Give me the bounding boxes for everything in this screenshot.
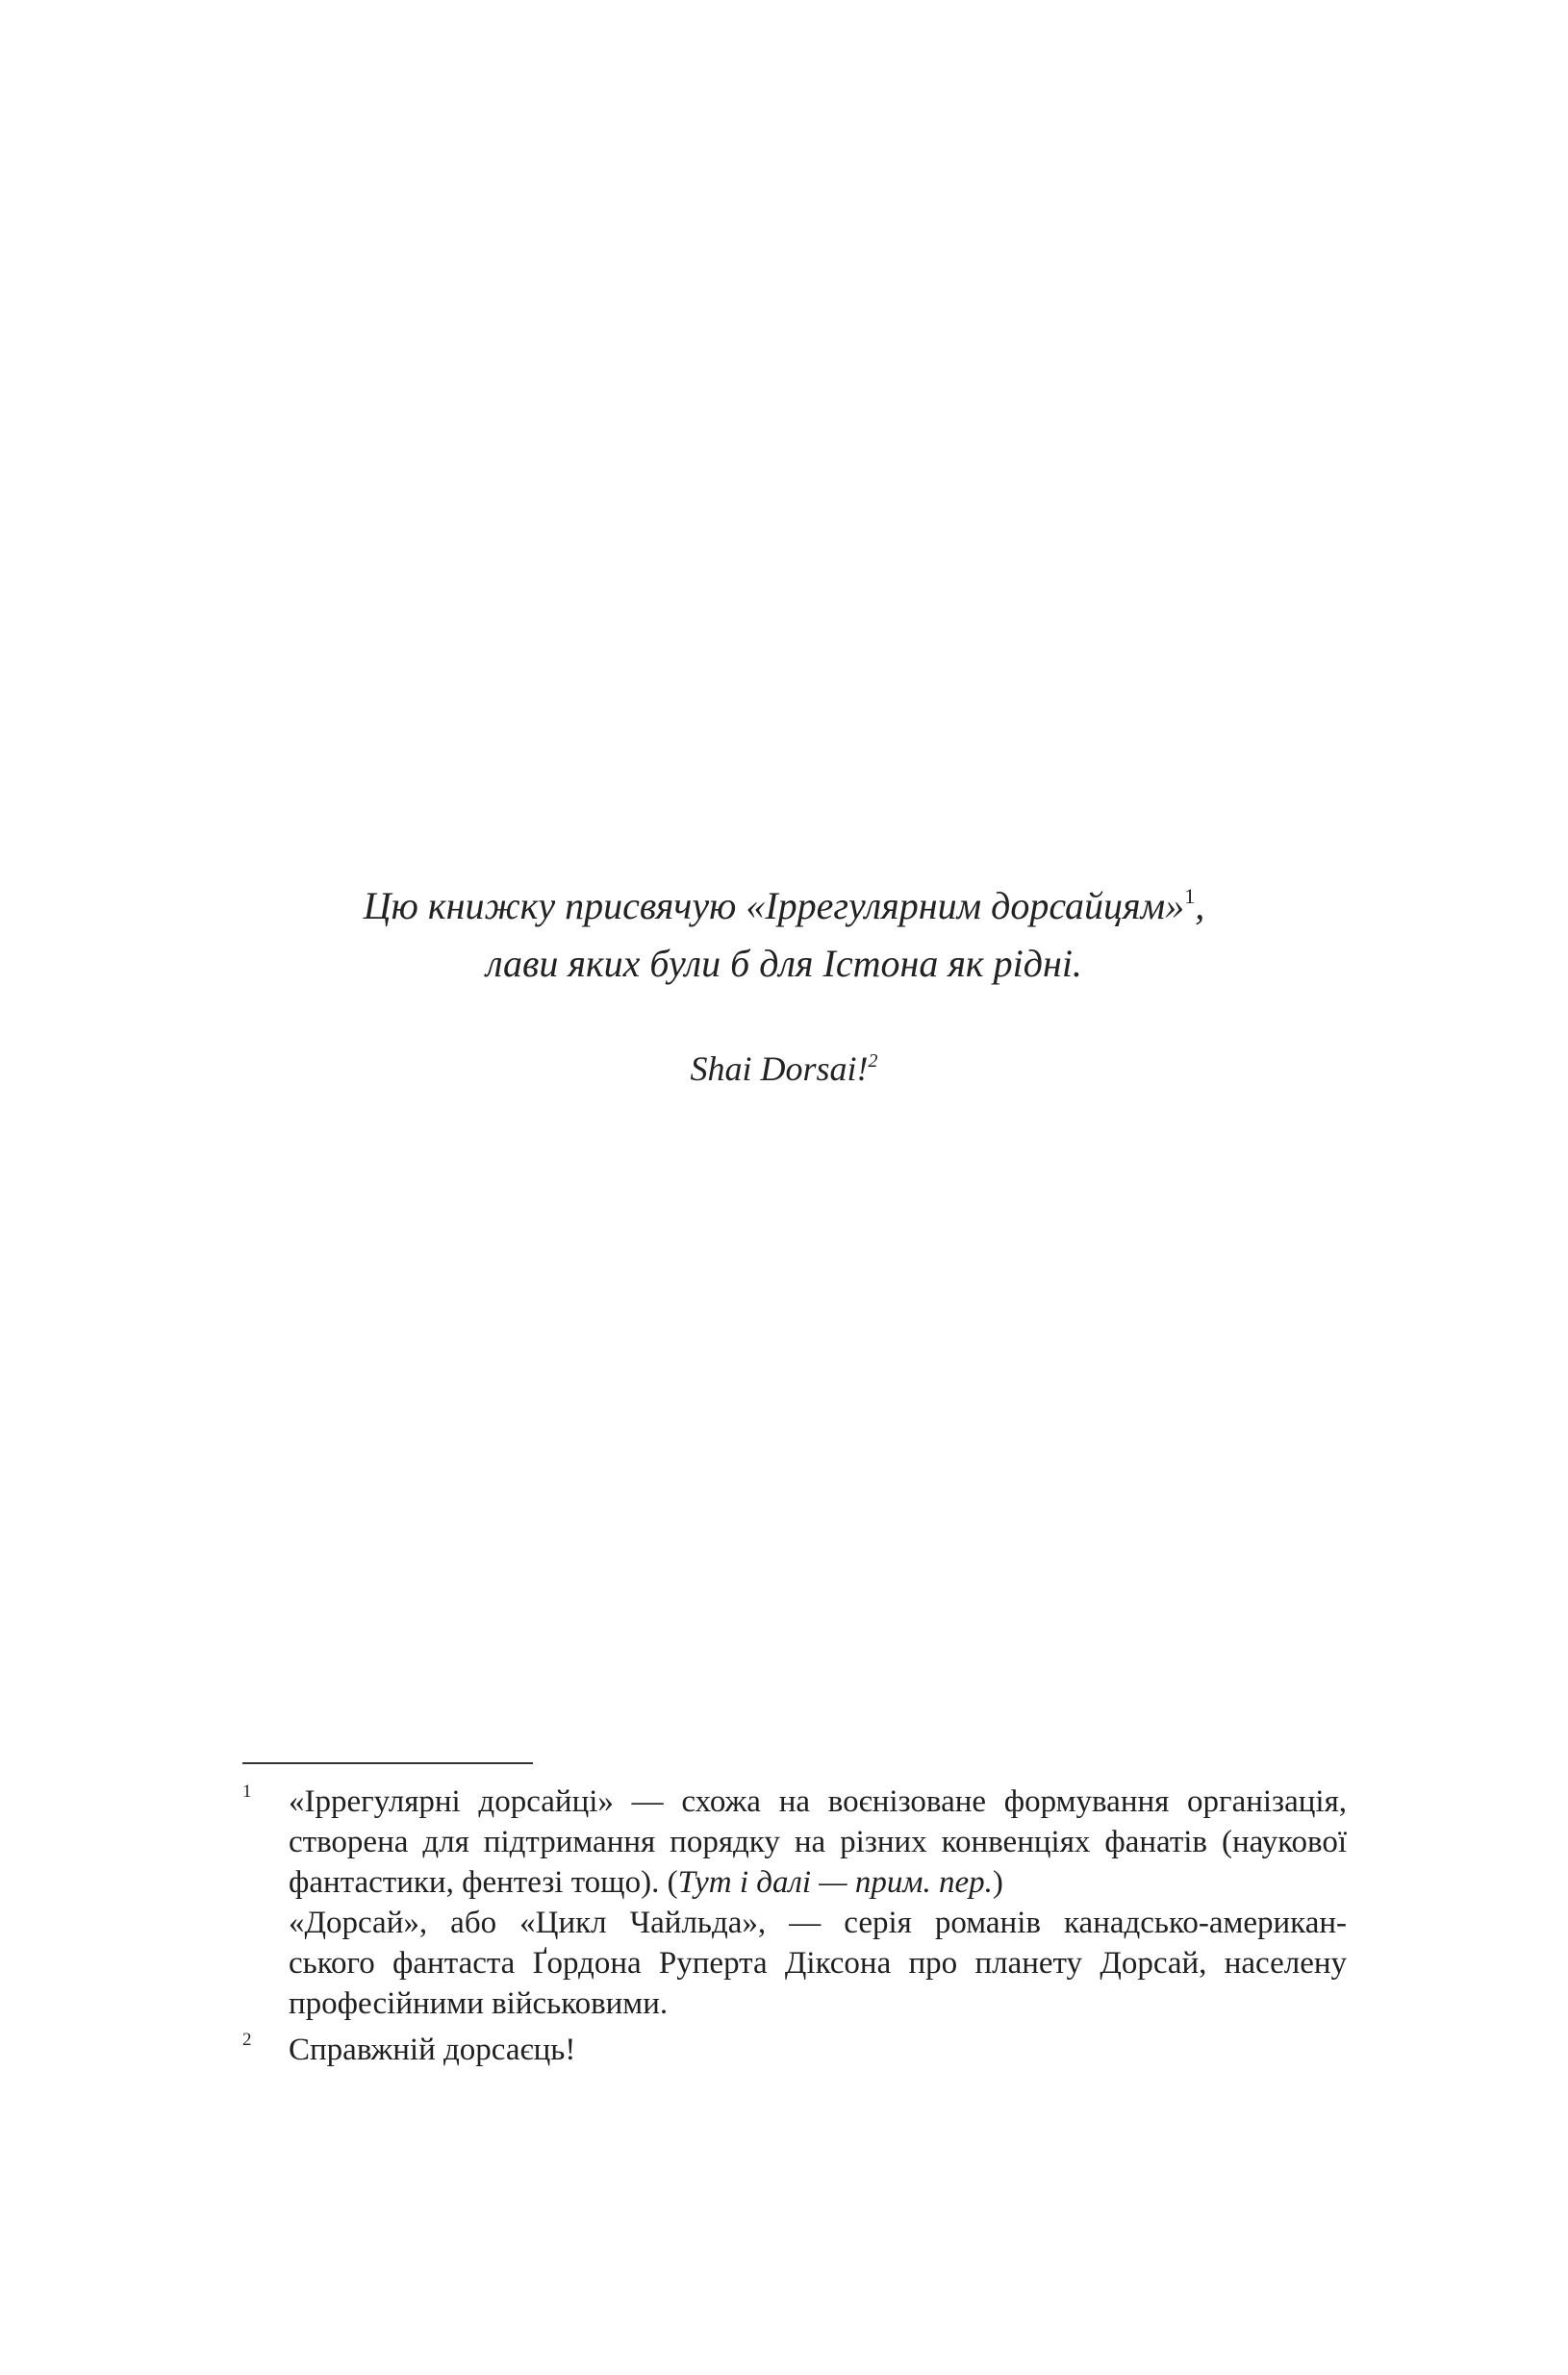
footnote-line: «Дорсай», або «Цикл Чайльда», — серія романів канадсько-американ-	[289, 1906, 1347, 1940]
footnotes	[242, 1781, 1347, 2070]
footnote-line: створена для підтримання порядку на різних конвенціях фанатів (наукової	[289, 1825, 1347, 1859]
footnote-line: ського фантаста Ґордона Руперта Діксона про планету Дорсай, населену	[289, 1946, 1347, 1981]
footnote-ref-2[interactable]: 2	[868, 1050, 878, 1072]
motto-text: Shai Dorsai!	[690, 1049, 869, 1088]
footnote-text: фантастики, фентезі тощо). (	[289, 1865, 678, 1900]
dedication-comma: ,	[1195, 884, 1205, 927]
footnote-2	[242, 2030, 1347, 2070]
footnote-line	[289, 1862, 1347, 1903]
footnote-number: 1	[242, 1781, 252, 1802]
footnote-line: професійними військовими.	[289, 1986, 669, 2021]
footnote-line: «Іррегулярні дорсайці» — схожа на воєнізоване формування організація,	[289, 1784, 1347, 1819]
footnote-1	[242, 1781, 1347, 2024]
footnote-divider	[242, 1762, 533, 1764]
footnote-text: )	[992, 1865, 1003, 1900]
dedication	[0, 877, 1568, 993]
footnote-line: Справжній дорсаєць!	[289, 2033, 576, 2067]
motto	[0, 1045, 1568, 1093]
dedication-text-1: Цю книжку присвячую «Іррегулярним дорсайцям»	[363, 884, 1185, 927]
footnote-ref-1[interactable]: 1	[1184, 884, 1196, 908]
footnote-number: 2	[242, 2030, 252, 2050]
dedication-line-1	[0, 877, 1568, 935]
dedication-line-2: лави яких були б для Істона як рідні.	[486, 942, 1082, 985]
translator-note: Тут і далі — прим. пер.	[677, 1865, 993, 1900]
